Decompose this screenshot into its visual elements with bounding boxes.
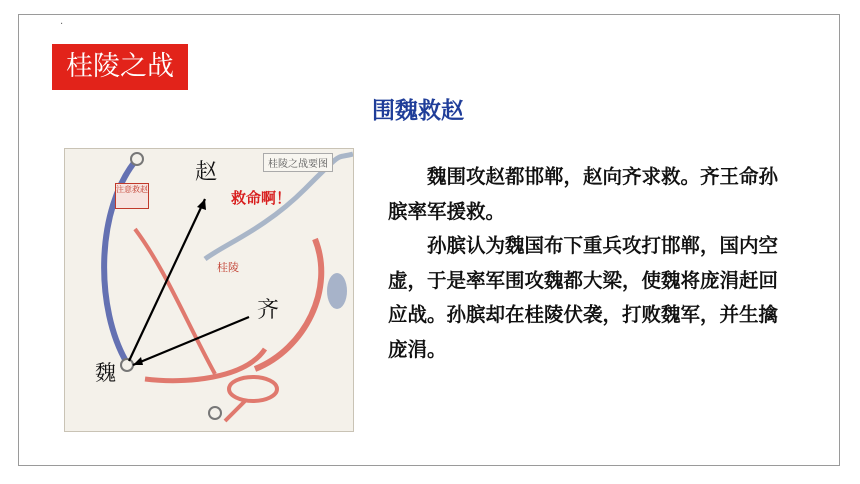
battle-map — [64, 148, 354, 432]
map-drawing — [65, 149, 353, 431]
narrative-text — [388, 160, 778, 367]
qi-route-3 — [135, 229, 215, 374]
section-title-badge: 桂陵之战 — [52, 44, 188, 90]
label-qi: 齐 — [257, 298, 280, 323]
city-marker — [209, 407, 221, 419]
handan-city — [131, 153, 143, 165]
lake — [327, 273, 347, 309]
ambush-loop — [229, 377, 277, 401]
map-title: 桂陵之战要图 — [263, 153, 333, 172]
label-guiling: 桂陵 — [217, 261, 239, 274]
slide-subtitle: 围魏救赵 — [372, 98, 464, 124]
qi-route-4 — [225, 401, 245, 421]
daliang-city — [121, 359, 133, 371]
arrow-head-wei — [133, 357, 143, 365]
arrow-head-zhao — [197, 199, 206, 210]
label-zhao: 赵 — [195, 160, 218, 185]
label-help-call: 救命啊！ — [231, 189, 292, 207]
decorative-dot: . — [60, 16, 64, 27]
map-stamp: 注意救赵 — [115, 183, 149, 209]
paragraph-1: 魏围攻赵都邯郸，赵向齐求救。齐王命孙膑率军援救。 — [388, 165, 779, 223]
paragraph-2: 孙膑认为魏国布下重兵攻打邯郸，国内空虚，于是率军围攻魏都大梁，使魏将庞涓赶回应战。孙膑却在桂陵伏袭，打败魏军，并生擒庞涓。 — [388, 234, 779, 361]
label-wei: 魏 — [95, 361, 116, 385]
